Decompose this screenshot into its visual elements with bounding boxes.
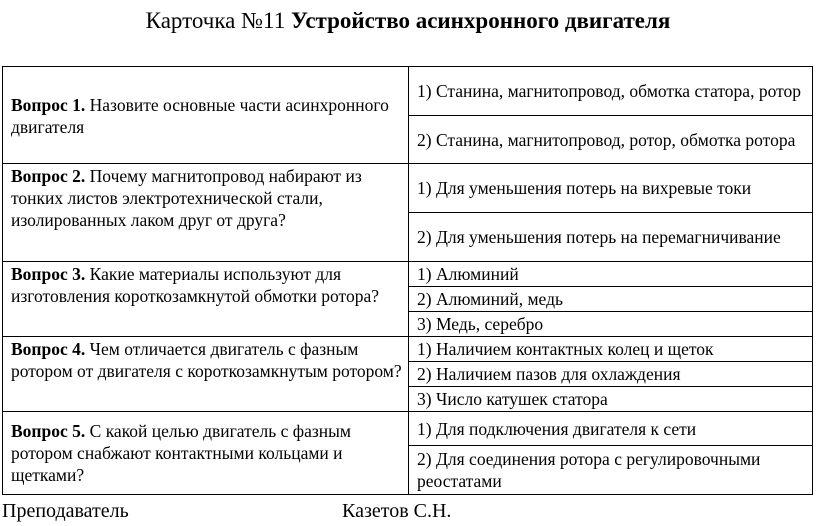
question-3-text: Какие материалы используют для изготовления короткозамкнутой обмотки ротора? [11, 264, 380, 306]
question-2-text: Почему магнитопровод набирают из тонких листов электротехнической стали, изолированных лаком друг от друга? [11, 166, 362, 230]
answer-option[interactable]: 2) Алюминий, медь [409, 287, 813, 312]
card-subject: Устройство асинхронного двигателя [290, 8, 671, 33]
question-5-label: Вопрос 5. [11, 421, 86, 441]
answer-option[interactable]: 2) Наличием пазов для охлаждения [409, 362, 813, 387]
card-number: Карточка №11 [145, 8, 286, 33]
teacher-name: Казетов С.Н. [342, 500, 452, 522]
question-1-text: Назовите основные части асинхронного двигателя [11, 94, 389, 137]
answer-option[interactable]: 1) Для подключения двигателя к сети [409, 412, 813, 446]
question-5-text: С какой целью двигатель с фазным ротором снабжают контактными кольцами и щетками? [11, 421, 351, 485]
question-2-label: Вопрос 2. [11, 166, 86, 186]
question-row-1 [3, 67, 813, 116]
question-4-cell [3, 337, 409, 412]
questions-table [2, 66, 813, 495]
question-4-text: Чем отличается двигатель с фазным ротором от двигателя с короткозамкнутым ротором? [11, 339, 402, 381]
answer-option[interactable]: 1) Станина, магнитопровод, обмотка статора, ротор [409, 67, 813, 116]
question-3-label: Вопрос 3. [11, 264, 86, 284]
question-row-2 [3, 164, 813, 213]
question-row-4 [3, 337, 813, 362]
answer-option[interactable]: 1) Для уменьшения потерь на вихревые токи [409, 164, 813, 213]
teacher-role: Преподаватель [2, 500, 129, 522]
question-1-cell [3, 67, 409, 164]
footer [0, 498, 816, 526]
answer-option[interactable]: 3) Медь, серебро [409, 312, 813, 337]
question-row-3 [3, 262, 813, 287]
card-title [0, 6, 816, 36]
question-3-cell [3, 262, 409, 337]
answer-option[interactable]: 2) Для соединения ротора с регулировочными реостатами [409, 446, 813, 495]
answer-option[interactable]: 2) Для уменьшения потерь на перемагничивание [409, 213, 813, 262]
question-1-label: Вопрос 1. [11, 94, 86, 115]
answer-option[interactable]: 1) Алюминий [409, 262, 813, 287]
question-4-label: Вопрос 4. [11, 339, 86, 359]
answer-option[interactable]: 3) Число катушек статора [409, 387, 813, 412]
answer-option[interactable]: 2) Станина, магнитопровод, ротор, обмотка ротора [409, 116, 813, 164]
question-row-5 [3, 412, 813, 446]
question-2-cell [3, 164, 409, 262]
question-5-cell [3, 412, 409, 495]
answer-option[interactable]: 1) Наличием контактных колец и щеток [409, 337, 813, 362]
